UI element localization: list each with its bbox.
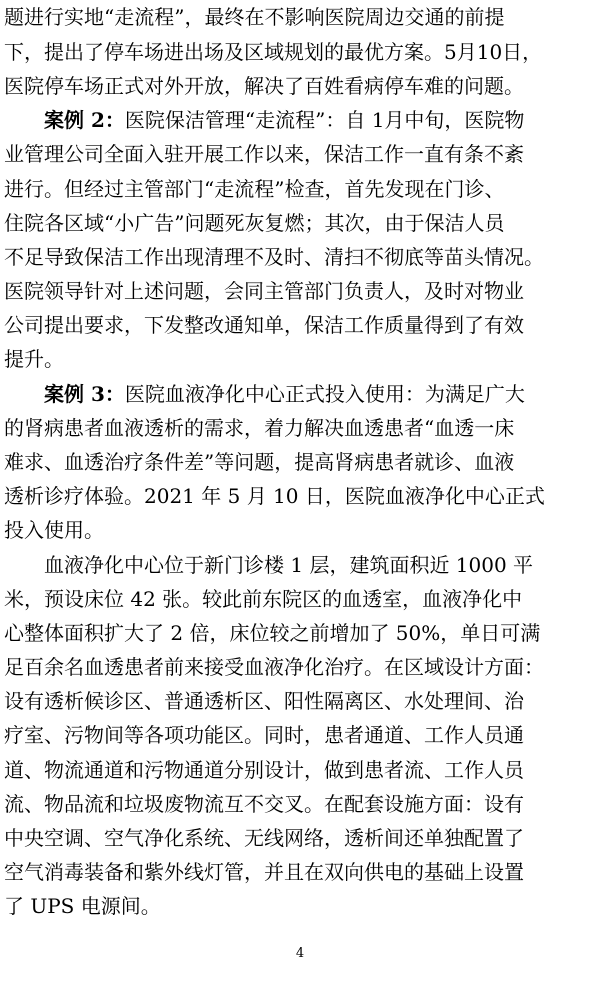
text-line: 空气消毒装备和紫外线灯管，并且在双向供电的基础上设置 — [4, 860, 524, 884]
text-line: 医院停车场正式对外开放，解决了百姓看病停车难的问题。 — [4, 74, 524, 98]
text-line: 不足导致保洁工作出现清理不及时、清扫不彻底等苗头情况。 — [4, 245, 544, 269]
text-line: 难求、血透治疗条件差”等问题，提高肾病患者就诊、血液 — [4, 450, 515, 474]
text-line: 进行。但经过主管部门“走流程”检查，首先发现在门诊、 — [4, 177, 505, 201]
page-number: 4 — [295, 946, 305, 961]
case-3-label: 案例 3： — [44, 382, 125, 406]
text-line: 足百余名血透患者前来接受血液净化治疗。在区域设计方面： — [4, 655, 544, 679]
text-line: 题进行实地“走流程”，最终在不影响医院周边交通的前提 — [4, 5, 505, 29]
text-line: 提升。 — [4, 347, 64, 371]
text-span: 医院保洁管理“走流程”：自 1月中旬，医院物 — [124, 108, 525, 132]
text-line: 中央空调、空气净化系统、无线网络，透析间还单独配置了 — [4, 826, 524, 850]
text-line: 心整体面积扩大了 2 倍，床位较之前增加了 50%，单日可满 — [4, 621, 541, 645]
text-line: 业管理公司全面入驻开展工作以来，保洁工作一直有条不紊 — [4, 142, 524, 166]
text-line: 了 UPS 电源间。 — [4, 894, 161, 918]
text-line: 透析诊疗体验。2021 年 5 月 10 日，医院血液净化中心正式 — [4, 484, 545, 508]
text-line: 疗室、污物间等各项功能区。同时，患者通道、工作人员通 — [4, 723, 524, 747]
text-line: 道、物流通道和污物通道分别设计，做到患者流、工作人员 — [4, 758, 524, 782]
text-line: 投入使用。 — [4, 518, 104, 542]
text-line: 住院各区域“小广告”问题死灰复燃；其次，由于保洁人员 — [4, 211, 505, 235]
text-line: 设有透析候诊区、普通透析区、阳性隔离区、水处理间、治 — [4, 689, 524, 713]
text-line: 公司提出要求，下发整改通知单，保洁工作质量得到了有效 — [4, 313, 524, 337]
text-line: 医院领导针对上述问题，会同主管部门负责人，及时对物业 — [4, 279, 524, 303]
case-2-first-line — [44, 106, 596, 134]
case-2-label: 案例 2： — [44, 108, 125, 132]
text-line: 流、物品流和垃圾废物流互不交叉。在配套设施方面：设有 — [4, 792, 524, 816]
text-line: 血液净化中心位于新门诊楼 1 层，建筑面积近 1000 平 — [44, 553, 534, 577]
text-line: 的肾病患者血液透析的需求，着力解决血透患者“血透一床 — [4, 416, 515, 440]
text-span: 医院血液净化中心正式投入使用：为满足广大 — [124, 382, 525, 406]
text-line: 下，提出了停车场进出场及区域规划的最优方案。5月10日， — [4, 40, 543, 64]
text-line: 米，预设床位 42 张。较此前东院区的血透室，血液净化中 — [4, 587, 523, 611]
case-3-first-line — [44, 380, 596, 408]
